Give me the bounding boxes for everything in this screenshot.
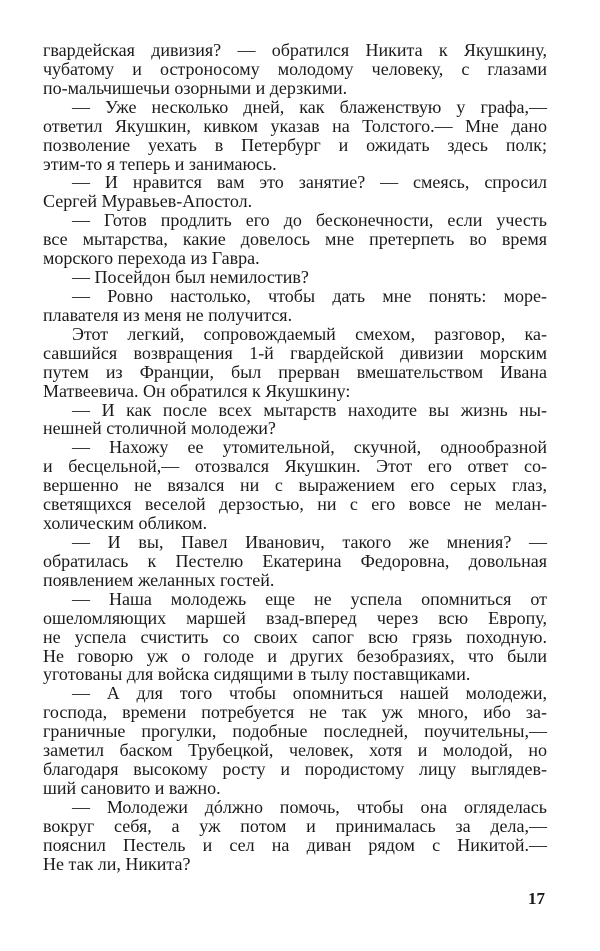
- text-line: — А для того чтобы опомниться нашей молодежи,: [72, 683, 547, 704]
- text-line: Этот легкий, сопровождаемый смехом, разговор, ка-: [72, 323, 547, 344]
- text-line: по-мальчишечьи озорными и дерзкими.: [43, 77, 348, 98]
- text-line: этим-то я теперь и занимаюсь.: [43, 153, 277, 174]
- text-line: — Уже несколько дней, как блаженствую у графа,—: [72, 96, 547, 117]
- text-line: савшийся возвращения 1-й гвардейской дивизии морским: [43, 342, 547, 363]
- paragraph: [43, 211, 547, 268]
- paragraph: [43, 98, 547, 174]
- text-line: Не так ли, Никита?: [43, 853, 191, 874]
- text-line: Сергей Муравьев-Апостол.: [43, 191, 253, 212]
- text-line: уготованы для войска сидящими в тылу поставщиками.: [43, 664, 471, 685]
- text-line: появлением желанных гостей.: [43, 569, 275, 590]
- text-line: граничные прогулки, подобные последней, поучительны,—: [43, 721, 547, 742]
- text-line: морского перехода из Гавра.: [43, 248, 260, 269]
- paragraph: [43, 268, 547, 287]
- text-line: плавателя из меня не получится.: [43, 304, 293, 325]
- text-line: вокруг себя, а уж потом и принималась за дела,—: [43, 815, 547, 836]
- paragraph: [43, 41, 547, 98]
- text-line: — Нахожу ее утомительной, скучной, однообразной: [72, 437, 547, 458]
- text-line: путем из Франции, был прерван вмешательством Ивана: [43, 361, 547, 382]
- text-line: вершенно не вязался ни с выражением его серых глаз,: [43, 475, 547, 496]
- text-line: нешней столичной молодежи?: [43, 418, 276, 439]
- paragraph: [43, 590, 547, 685]
- text-line: — Ровно настолько, чтобы дать мне понять: море-: [72, 285, 547, 306]
- paragraph: [43, 325, 547, 401]
- paragraph: [43, 438, 547, 533]
- text-line: и бесцельной,— отозвался Якушкин. Этот его ответ со-: [43, 456, 547, 477]
- page-number: 17: [528, 889, 545, 908]
- text-line: чубатому и остроносому молодому человеку, с глазами: [43, 58, 547, 79]
- text-line: — Готов продлить его до бесконечности, если учесть: [72, 210, 547, 231]
- book-page-text: [43, 41, 547, 874]
- text-line: — Посейдон был немилостив?: [72, 267, 309, 288]
- text-line: гвардейская дивизия? — обратился Никита к Якушкину,: [43, 40, 547, 60]
- text-line: позволение уехать в Петербург и ожидать здесь полк;: [43, 134, 547, 155]
- paragraph: [43, 533, 547, 590]
- text-line: — Молодежи дóлжно помочь, чтобы она огляделась: [72, 796, 547, 817]
- text-line: благодаря высокому росту и породистому лицу выглядев-: [43, 759, 547, 780]
- text-line: холическим обликом.: [43, 513, 208, 534]
- text-line: — И нравится вам это занятие? — смеясь, спросил: [72, 172, 547, 193]
- text-line: ошеломляющих маршей взад-вперед через всю Европу,: [43, 607, 547, 628]
- text-line: — И вы, Павел Иванович, такого же мнения? —: [72, 531, 547, 552]
- text-line: господа, времени потребуется не так уж много, ибо за-: [43, 702, 547, 723]
- paragraph: [43, 798, 547, 874]
- text-line: ответил Якушкин, кивком указав на Толстого.— Мне дано: [43, 115, 547, 136]
- text-line: ший сановито и важно.: [43, 777, 221, 798]
- text-line: не успела счистить со своих сапог всю грязь походную.: [43, 626, 547, 647]
- paragraph: [43, 684, 547, 798]
- text-line: Матвеевича. Он обратился к Якушкину:: [43, 380, 351, 401]
- text-line: все мытарства, какие довелось мне претерпеть во время: [43, 229, 547, 250]
- text-line: светящихся веселой дерзостью, ни с его вовсе не мелан-: [43, 494, 547, 515]
- paragraph: [43, 287, 547, 325]
- paragraph: [43, 401, 547, 439]
- text-line: пояснил Пестель и сел на диван рядом с Никитой.—: [43, 834, 547, 855]
- text-line: — Наша молодежь еще не успела опомниться от: [72, 588, 547, 609]
- text-line: обратилась к Пестелю Екатерина Федоровна, довольная: [43, 550, 547, 571]
- text-line: заметил баском Трубецкой, человек, хотя и молодой, но: [43, 740, 547, 761]
- paragraph: [43, 173, 547, 211]
- text-line: — И как после всех мытарств находите вы жизнь ны-: [72, 399, 547, 420]
- text-line: Не говорю уж о голоде и других безобразиях, что были: [43, 645, 547, 666]
